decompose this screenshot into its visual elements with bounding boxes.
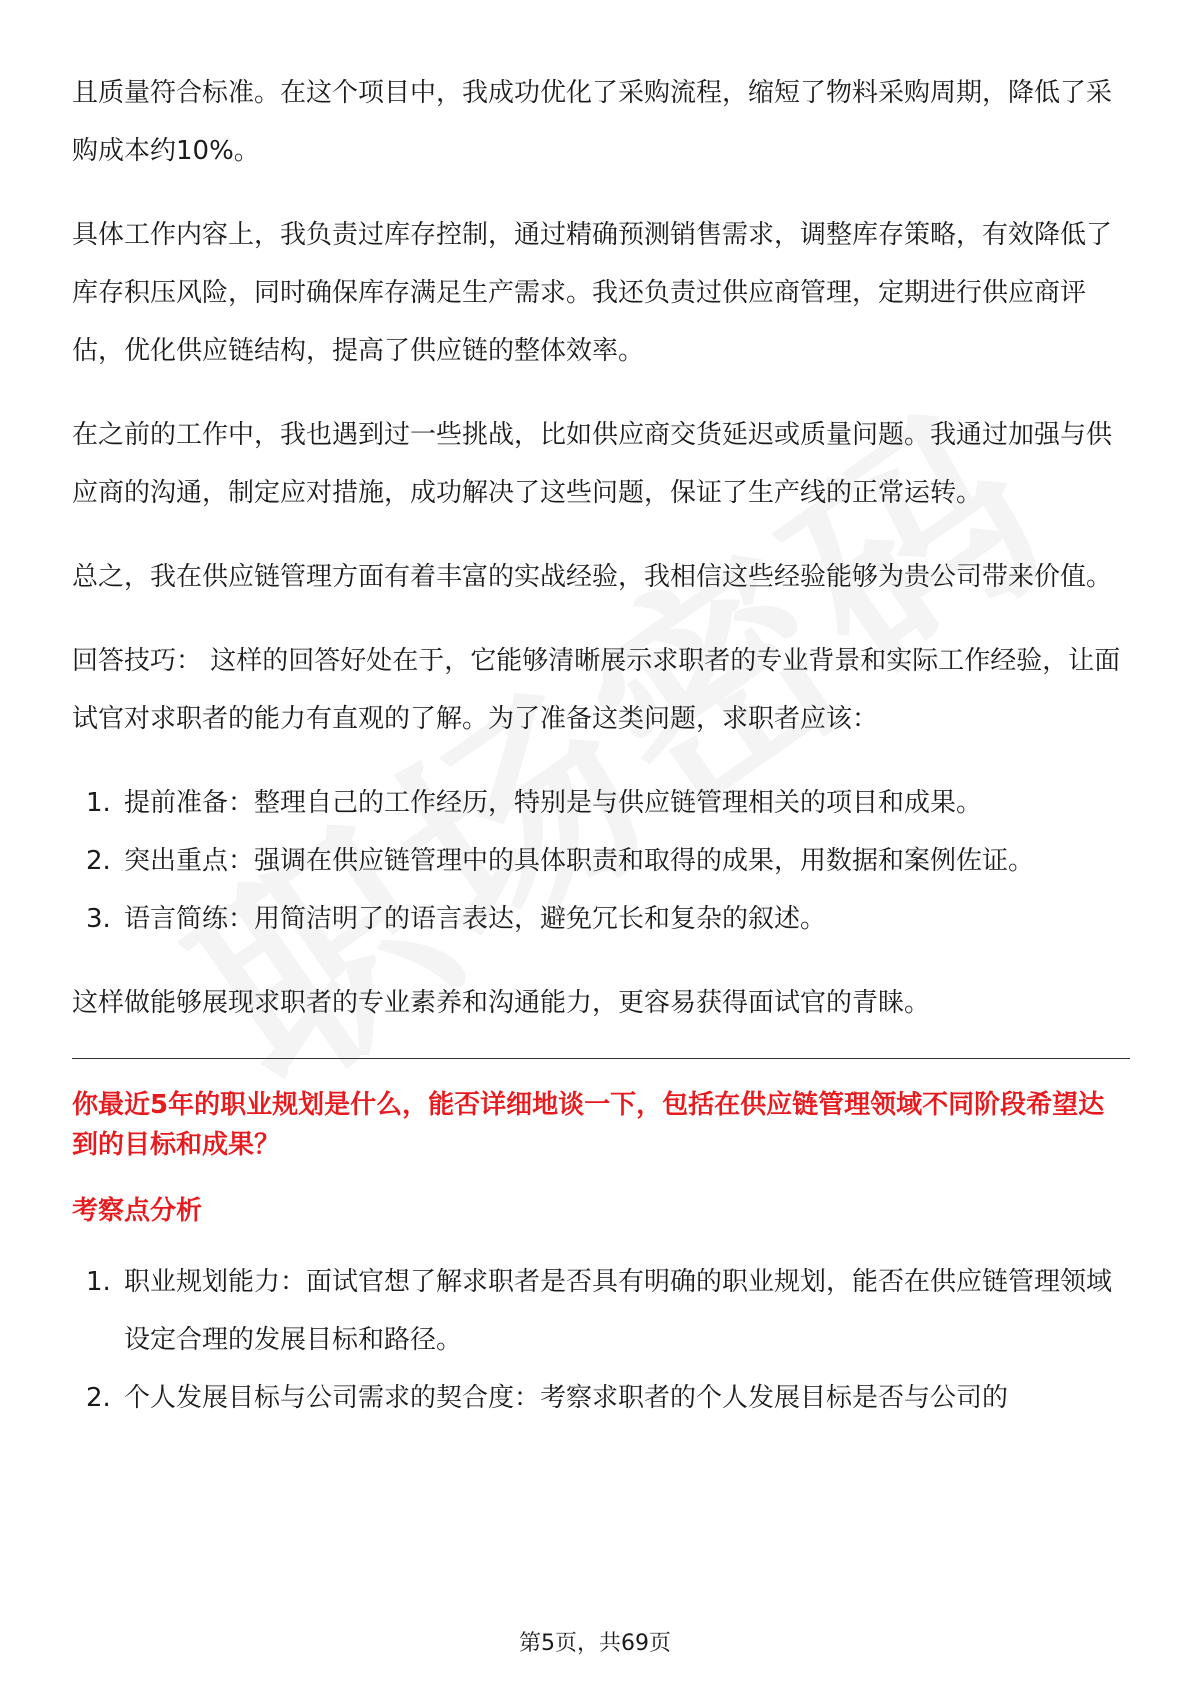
paragraph-summary: 总之，我在供应链管理方面有着丰富的实战经验，我相信这些经验能够为贵公司带来价值。 bbox=[72, 562, 1113, 592]
interview-question: 你最近5年的职业规划是什么，能否详细地谈一下，包括在供应链管理领域不同阶段希望达到的目标和成果？ bbox=[72, 1090, 1105, 1160]
list-item bbox=[72, 832, 1130, 890]
list-text: 个人发展目标与公司需求的契合度：考察求职者的个人发展目标是否与公司的 bbox=[124, 1383, 1009, 1413]
section-divider bbox=[72, 1058, 1130, 1059]
list-number: 2. bbox=[86, 1383, 111, 1413]
list-number: 1. bbox=[86, 788, 111, 818]
list-item bbox=[72, 774, 1130, 832]
paragraph-work-content: 具体工作内容上，我负责过库存控制，通过精确预测销售需求，调整库存策略，有效降低了库存积压风险，同时确保库存满足生产需求。我还负责过供应商管理，定期进行供应商评估，优化供应链结构，提高了供应链的整体效率。 bbox=[72, 220, 1113, 366]
list-item bbox=[72, 890, 1130, 948]
list-number: 2. bbox=[86, 846, 111, 876]
list-number: 1. bbox=[86, 1267, 111, 1297]
analysis-title: 考察点分析 bbox=[72, 1196, 203, 1226]
list-item bbox=[72, 1253, 1130, 1369]
paragraph-challenges: 在之前的工作中，我也遇到过一些挑战，比如供应商交货延迟或质量问题。我通过加强与供应商的沟通，制定应对措施，成功解决了这些问题，保证了生产线的正常运转。 bbox=[72, 420, 1113, 508]
page-content bbox=[72, 64, 1130, 1453]
list-text: 突出重点：强调在供应链管理中的具体职责和取得的成果，用数据和案例佐证。 bbox=[124, 846, 1035, 876]
tips-list bbox=[72, 774, 1130, 948]
analysis-list bbox=[72, 1253, 1130, 1427]
list-text: 职业规划能力：面试官想了解求职者是否具有明确的职业规划，能否在供应链管理领域设定合理的发展目标和路径。 bbox=[124, 1267, 1113, 1355]
list-number: 3. bbox=[86, 904, 111, 934]
paragraph-project-result: 且质量符合标准。在这个项目中，我成功优化了采购流程，缩短了物料采购周期，降低了采购成本约10%。 bbox=[72, 78, 1113, 166]
list-text: 语言简练：用简洁明了的语言表达，避免冗长和复杂的叙述。 bbox=[124, 904, 827, 934]
page-footer: 第5页，共69页 bbox=[519, 1631, 671, 1656]
list-text: 提前准备：整理自己的工作经历，特别是与供应链管理相关的项目和成果。 bbox=[124, 788, 983, 818]
paragraph-closing: 这样做能够展现求职者的专业素养和沟通能力，更容易获得面试官的青睐。 bbox=[72, 988, 931, 1018]
list-item bbox=[72, 1369, 1130, 1427]
paragraph-answer-tips: 回答技巧： 这样的回答好处在于，它能够清晰展示求职者的专业背景和实际工作经验，让面试官对求职者的能力有直观的了解。为了准备这类问题，求职者应该： bbox=[72, 646, 1121, 734]
